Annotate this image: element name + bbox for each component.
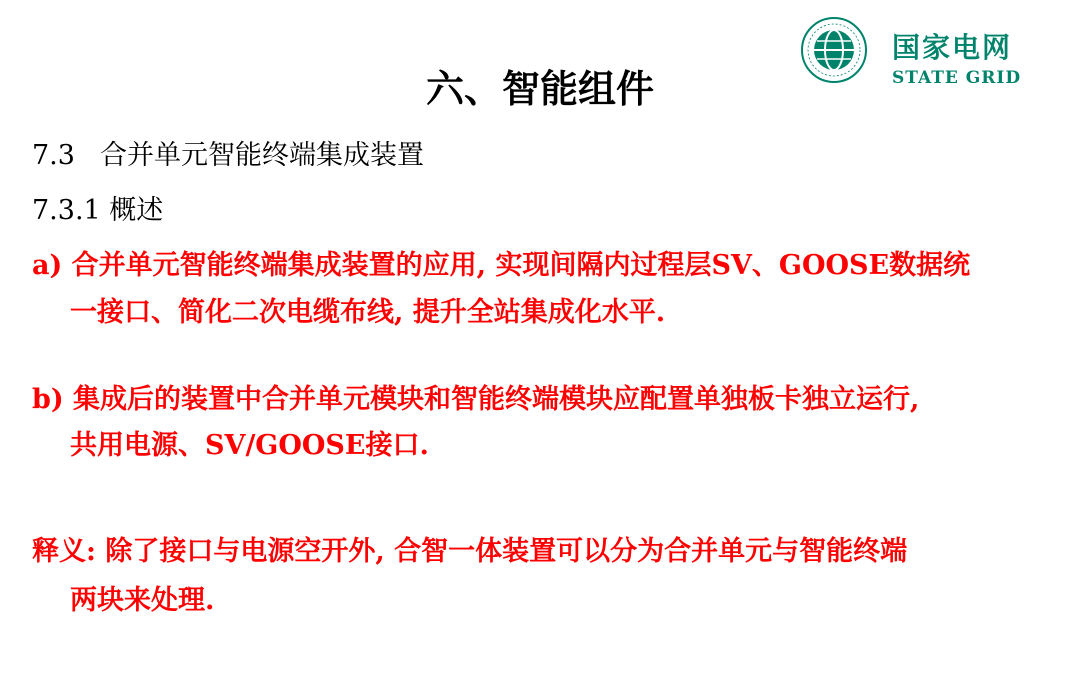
para-a-line1: a) 合并单元智能终端集成装置的应用, 实现间隔内过程层SV、GOOSE数据统 xyxy=(32,250,971,281)
note-line2: 两块来处理. xyxy=(70,585,215,616)
section-number: 7.3 xyxy=(32,140,75,171)
note-line1: 释义: 除了接口与电源空开外, 合智一体装置可以分为合并单元与智能终端 xyxy=(32,536,908,567)
para-a-line2: 一接口、简化二次电缆布线, 提升全站集成化水平. xyxy=(70,297,666,328)
slide-title: 六、智能组件 xyxy=(425,67,654,111)
logo-chinese-name: 国家电网 xyxy=(892,31,1013,64)
section-name: 合并单元智能终端集成装置 xyxy=(100,140,424,171)
para-b-line2: 共用电源、SV/GOOSE接口. xyxy=(70,430,429,461)
para-b-line1: b) 集成后的装置中合并单元模块和智能终端模块应配置单独板卡独立运行, xyxy=(32,384,920,415)
logo-english-name: STATE GRID xyxy=(892,68,1022,88)
section-heading xyxy=(32,139,424,173)
subsection-heading: 7.3.1 概述 xyxy=(32,195,164,226)
